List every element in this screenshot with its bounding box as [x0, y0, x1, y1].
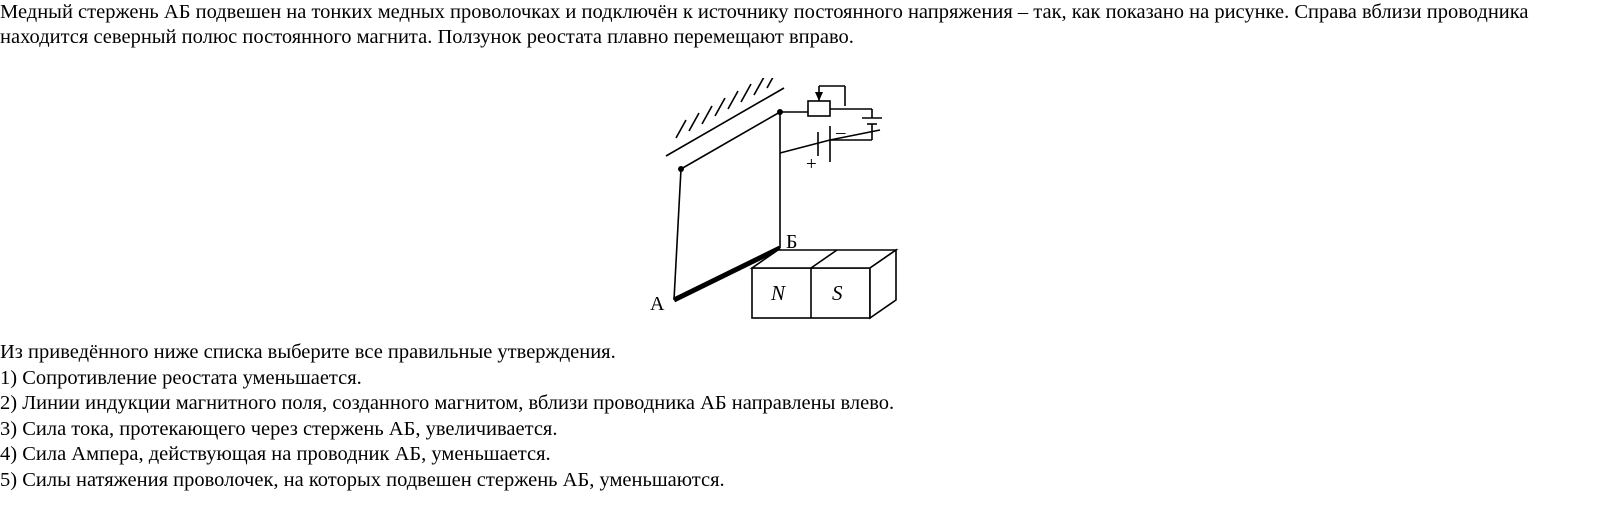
question-prompt: Из приведённого ниже списка выберите все правильные утверждения. — [0, 341, 616, 363]
magnet-pole-north: N — [771, 281, 786, 305]
option-4[interactable]: 4) Сила Ампера, действующая на проводник АБ, уменьшается. — [0, 443, 551, 466]
option-3[interactable]: 3) Сила тока, протекающего через стержень АБ, увеличивается. — [0, 417, 558, 440]
rod-label-a: А — [650, 293, 665, 315]
option-2[interactable]: 2) Линии индукции магнитного поля, созданного магнитом, вблизи проводника АБ направлены влево. — [0, 392, 895, 415]
rod-label-b: Б — [786, 231, 798, 253]
question-block — [0, 340, 1601, 494]
magnet-pole-south: S — [832, 281, 843, 305]
physics-diagram — [640, 78, 940, 328]
battery-plus-label: + — [806, 154, 817, 175]
problem-statement: Медный стержень АБ подвешен на тонких медных проволочках и подключён к источнику постоянного напряжения – так, как показано на рисунке. Справа вблизи проводника находится северный полюс постоянного магнита. Ползунок реостата плавно перемещают вправо. — [0, 1, 1534, 48]
option-5[interactable]: 5) Силы натяжения проволочек, на которых подвешен стержень АБ, уменьшаются. — [0, 468, 725, 491]
battery-minus-label: – — [836, 122, 846, 143]
option-1[interactable]: 1) Сопротивление реостата уменьшается. — [0, 366, 362, 389]
